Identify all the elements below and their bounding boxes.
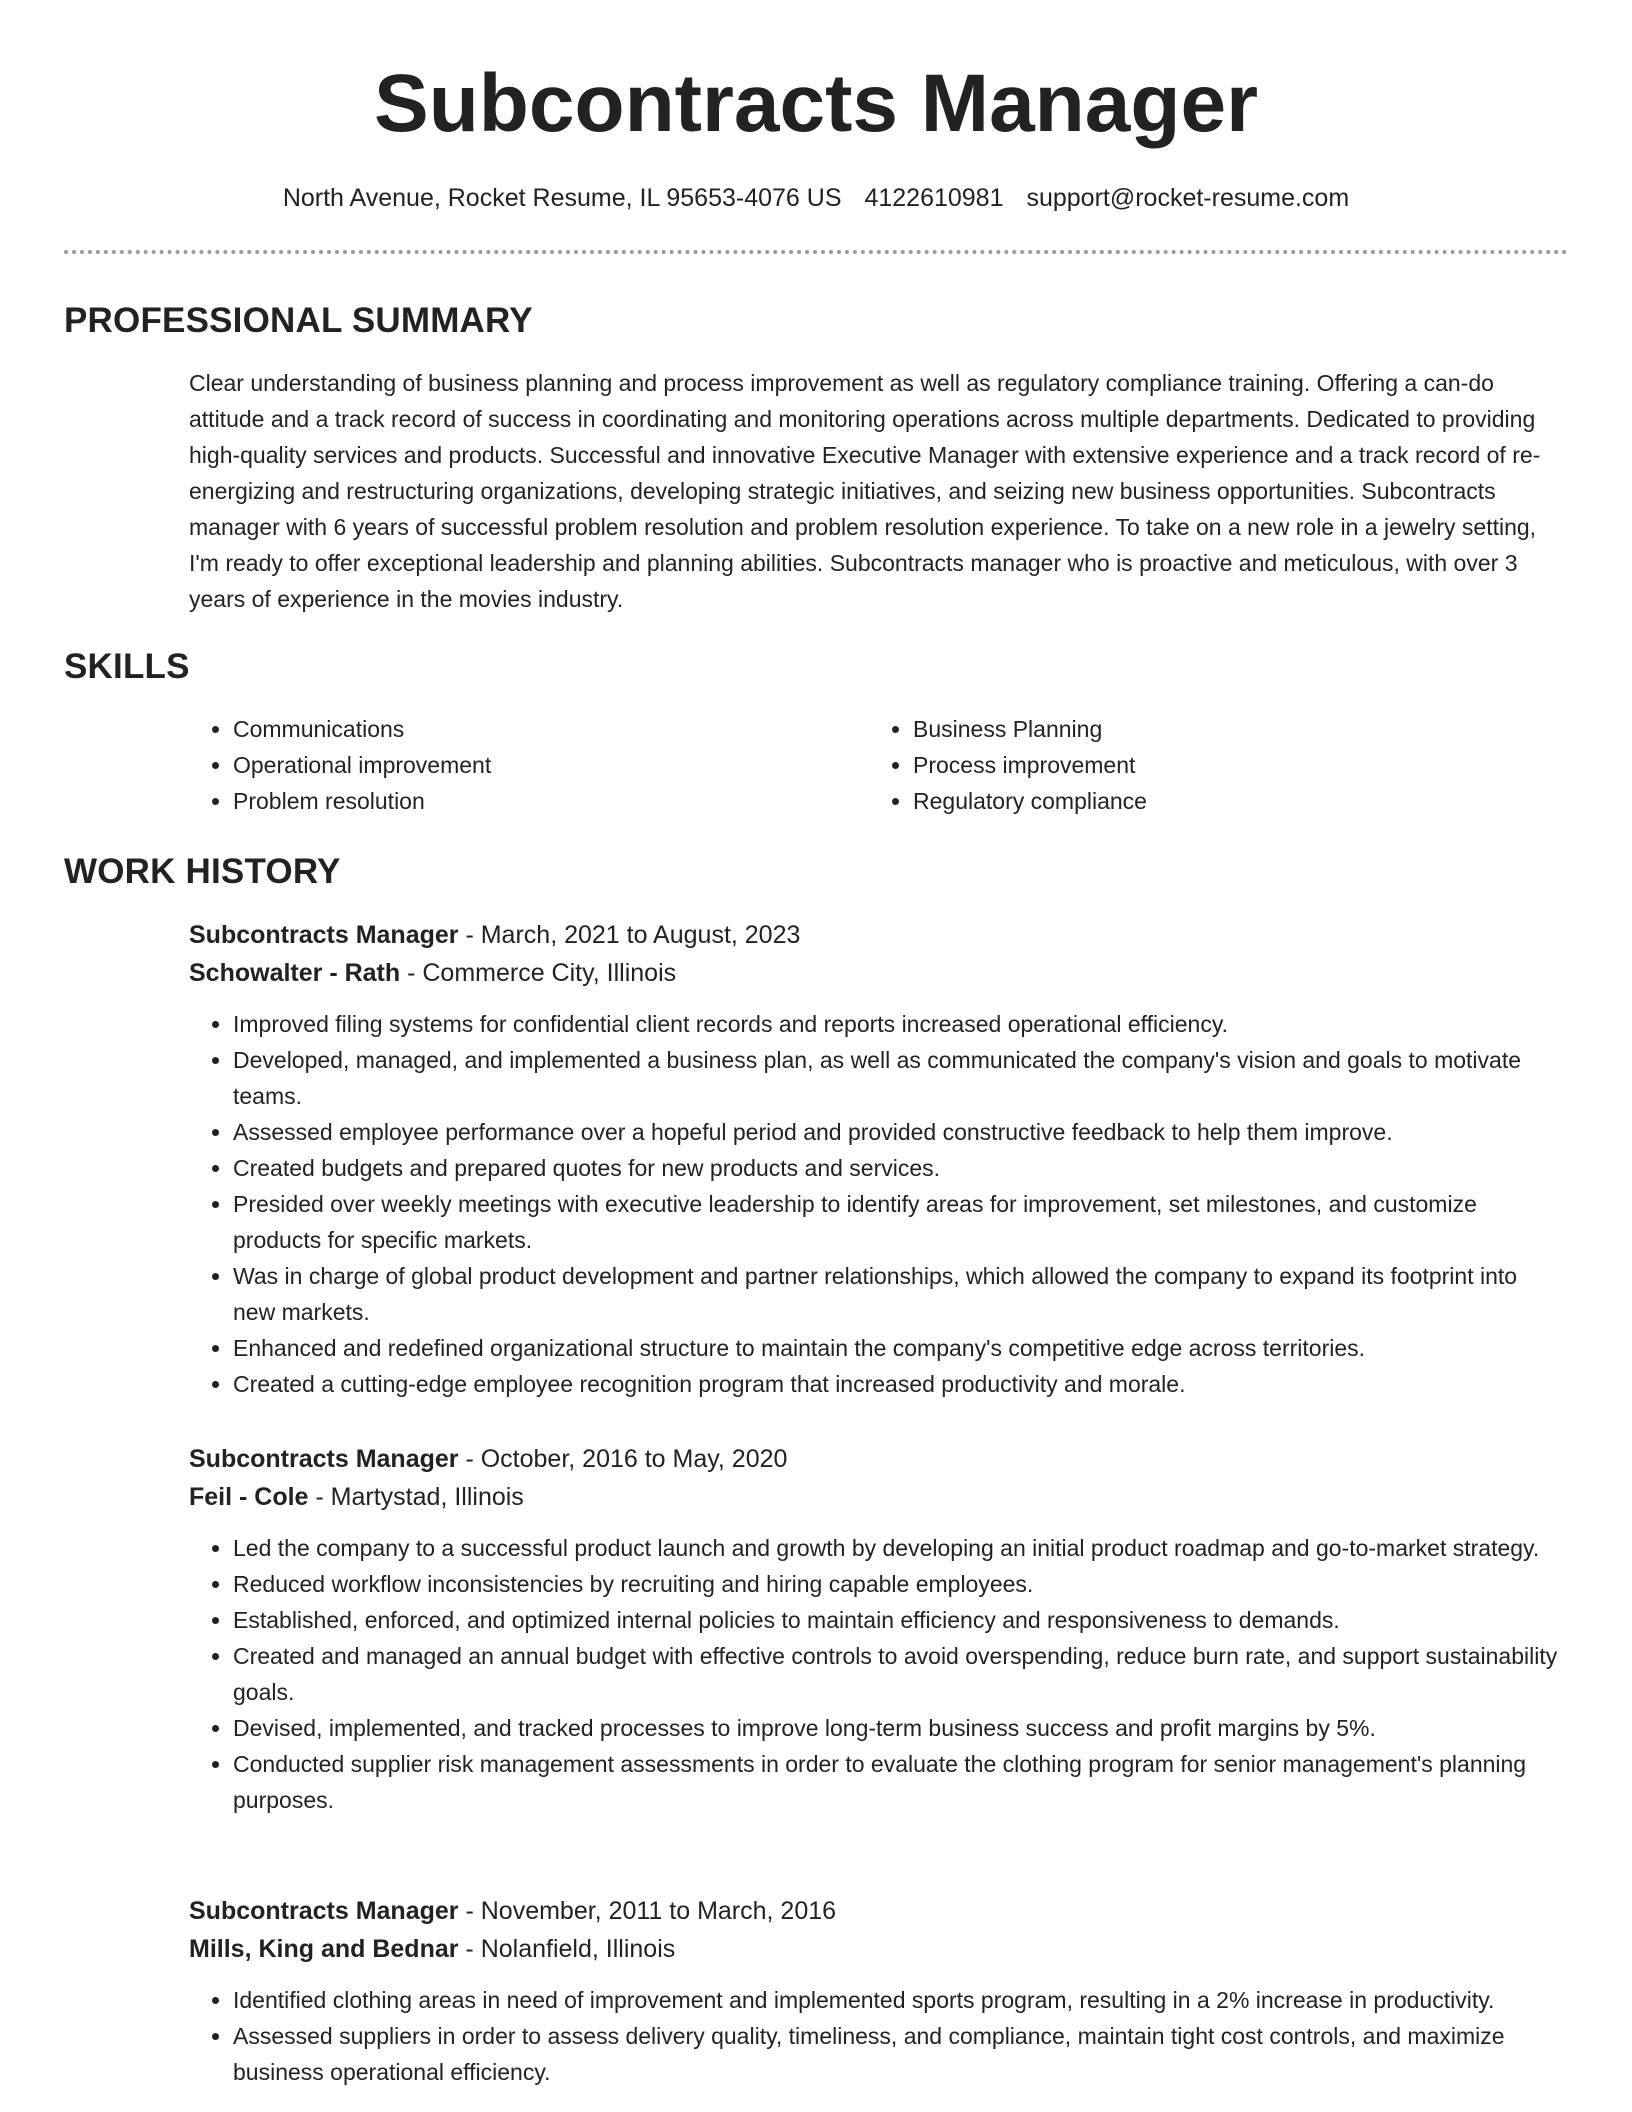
job-title: Subcontracts Manager (189, 1445, 459, 1473)
job-bullet: • Identified clothing areas in need of improvement and implemented sports program, resulting in a 2% increase in productivity. (233, 1982, 1559, 2018)
job-company: Feil - Cole (189, 1483, 309, 1511)
job-company: Mills, King and Bednar (189, 1935, 459, 1963)
job-bullet: • Developed, managed, and implemented a business plan, as well as communicated the company's vision and goals to motivate teams. (233, 1042, 1559, 1114)
skill-item: • Regulatory compliance (913, 783, 1489, 819)
job-bullet: • Improved filing systems for confidential client records and reports increased operational efficiency. (233, 1006, 1559, 1042)
job-bullet: • Conducted supplier risk management assessments in order to evaluate the clothing program for senior management's planning purposes. (233, 1746, 1559, 1818)
job-title-line (189, 1892, 1559, 1930)
job-entry (189, 1440, 1559, 1818)
job-title: Subcontracts Manager (189, 921, 459, 949)
summary-text: Clear understanding of business planning and process improvement as well as regulatory compliance training. Offering a can-do attitude and a track record of success in coordinating and monitoring operations across multiple departments. Dedicated to providing high-quality services and products. Successful and innovative Executive Manager with extensive experience and a track record of re-energizing and restructuring organizations, developing strategic initiatives, and seizing new business opportunities. Subcontracts manager with 6 years of successful problem resolution and problem resolution experience. To take on a new role in a jewelry setting, I'm ready to offer exceptional leadership and planning abilities. Subcontracts manager who is proactive and meticulous, with over 3 years of experience in the movies industry. (189, 370, 1541, 612)
skills-list-right (869, 711, 1489, 819)
skills-column-left (189, 711, 809, 819)
job-location: - Martystad, Illinois (308, 1483, 524, 1511)
job-dates: - March, 2021 to August, 2023 (458, 921, 801, 949)
job-bullet: • Enhanced and redefined organizational structure to maintain the company's competitive edge across territories. (233, 1330, 1559, 1366)
job-location: - Nolanfield, Illinois (458, 1935, 676, 1963)
skills-column-right (869, 711, 1489, 819)
job-location: - Commerce City, Illinois (400, 959, 677, 987)
job-company-line (189, 1930, 1559, 1968)
job-company: Schowalter - Rath (189, 959, 401, 987)
contact-email: support@rocket-resume.com (1026, 184, 1350, 212)
job-bullet: • Created a cutting-edge employee recognition program that increased productivity and morale. (233, 1366, 1559, 1402)
job-bullet: • Established, enforced, and optimized internal policies to maintain efficiency and responsiveness to demands. (233, 1602, 1559, 1638)
job-bullet: • Created and managed an annual budget with effective controls to avoid overspending, reduce burn rate, and support sustainability goals. (233, 1638, 1559, 1710)
job-bullet: • Presided over weekly meetings with executive leadership to identify areas for improvement, set milestones, and customize products for specific markets. (233, 1186, 1559, 1258)
job-company-line (189, 1478, 1559, 1516)
skill-item: • Problem resolution (233, 783, 809, 819)
job-dates: - October, 2016 to May, 2020 (458, 1445, 788, 1473)
job-title: Subcontracts Manager (189, 1897, 459, 1925)
skills-heading: SKILLS (64, 647, 190, 686)
candidate-name: Subcontracts Manager (374, 58, 1258, 149)
contact-phone: 4122610981 (864, 184, 1004, 212)
contact-line (0, 180, 1632, 216)
job-title-line (189, 1440, 1559, 1478)
header-divider (64, 250, 1568, 254)
job-bullet: • Assessed employee performance over a hopeful period and provided constructive feedback to help them improve. (233, 1114, 1559, 1150)
job-bullets (189, 1982, 1559, 2090)
job-bullet: • Created budgets and prepared quotes for new products and services. (233, 1150, 1559, 1186)
job-bullet: • Reduced workflow inconsistencies by recruiting and hiring capable employees. (233, 1566, 1559, 1602)
job-entry (189, 916, 1559, 1402)
skill-item: • Process improvement (913, 747, 1489, 783)
job-entry (189, 1892, 1559, 2090)
summary-heading: PROFESSIONAL SUMMARY (64, 301, 533, 340)
job-bullets (189, 1006, 1559, 1402)
skill-item: • Operational improvement (233, 747, 809, 783)
job-bullet: • Assessed suppliers in order to assess delivery quality, timeliness, and compliance, maintain tight cost controls, and maximize business operational efficiency. (233, 2018, 1559, 2090)
job-company-line (189, 954, 1559, 992)
job-bullets (189, 1530, 1559, 1818)
work-history-heading: WORK HISTORY (64, 852, 341, 891)
skill-item: • Communications (233, 711, 809, 747)
job-dates: - November, 2011 to March, 2016 (458, 1897, 837, 1925)
skills-list-left (189, 711, 809, 819)
contact-address: North Avenue, Rocket Resume, IL 95653-4076 US (282, 184, 842, 212)
job-bullet: • Was in charge of global product development and partner relationships, which allowed the company to expand its footprint into new markets. (233, 1258, 1559, 1330)
skill-item: • Business Planning (913, 711, 1489, 747)
job-bullet: • Led the company to a successful product launch and growth by developing an initial product roadmap and go-to-market strategy. (233, 1530, 1559, 1566)
job-bullet: • Devised, implemented, and tracked processes to improve long-term business success and profit margins by 5%. (233, 1710, 1559, 1746)
job-title-line (189, 916, 1559, 954)
